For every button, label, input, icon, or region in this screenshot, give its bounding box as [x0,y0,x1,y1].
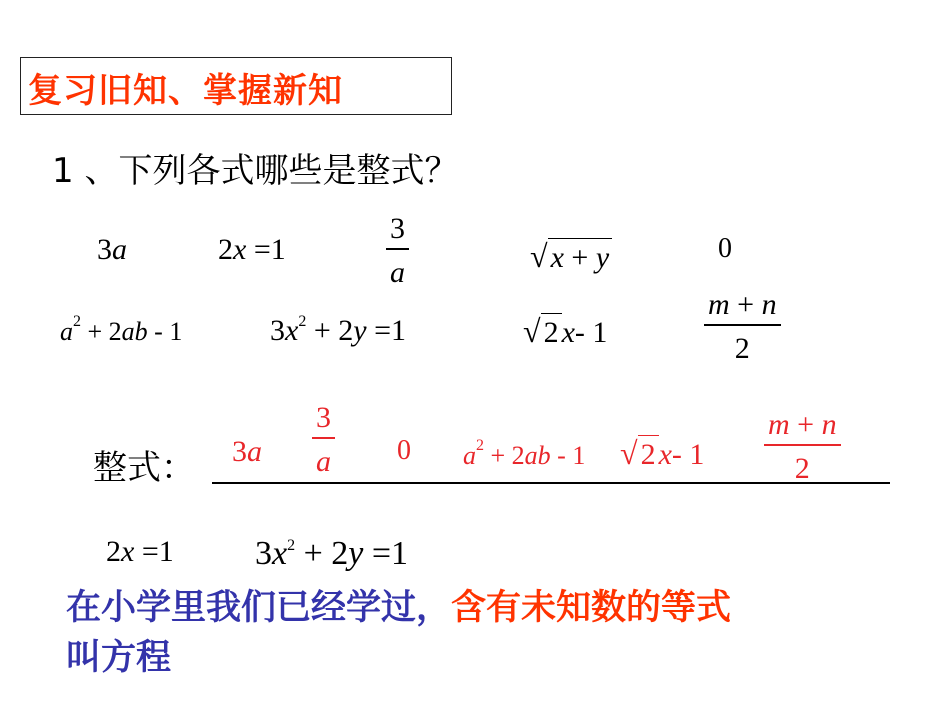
definition-part3: 叫方程 [66,638,172,678]
answer-sqrt2-x-minus-1: √ 2 x - 1 [620,435,705,471]
sqrt-icon: √ [620,435,638,471]
expr-3x2-plus-2y-eq-1: $3x^2 + 2y =1$ [270,313,406,347]
answer-3a: 3a [232,435,262,468]
answer-3-over-a: 3 a [312,403,335,477]
expr-3a: 3a [97,233,127,266]
expr-2x-eq-1: 2x =1 [218,233,286,266]
equation-2x-eq-1: 2x =1 [106,535,174,568]
section-title: 复习旧知、掌握新知 [28,71,343,111]
definition-part1: 在小学里我们已经学过， [66,588,452,628]
answer-a2-plus-2ab-minus-1: $a^2 + 2ab - 1$ [463,437,586,470]
expr-sqrt-x-plus-y: √ x + y [530,238,612,275]
equation-definition [66,583,886,683]
expr-zero: 0 [718,233,732,264]
expr-sqrt2-x-minus-1: √ 2 x - 1 [523,313,608,349]
answer-m-plus-n-over-2: m + n 2 [764,410,841,484]
expr-3-over-a: 3 a [386,214,409,288]
expr-a2-plus-2ab-minus-1: $a^2 + 2ab - 1$ [60,313,183,346]
sqrt-icon: √ [530,238,548,274]
expr-m-plus-n-over-2: m + n 2 [704,290,781,364]
definition-part2: 含有未知数的等式 [451,588,732,628]
equation-3x2-plus-2y-eq-1: $3x^2 + 2y =1$ [255,535,409,572]
zhengshi-label: 整式： [93,448,195,488]
answer-zero: 0 [397,435,411,466]
question-text: 1 、下列各式哪些是整式？ [52,151,459,191]
sqrt-icon: √ [523,313,541,349]
